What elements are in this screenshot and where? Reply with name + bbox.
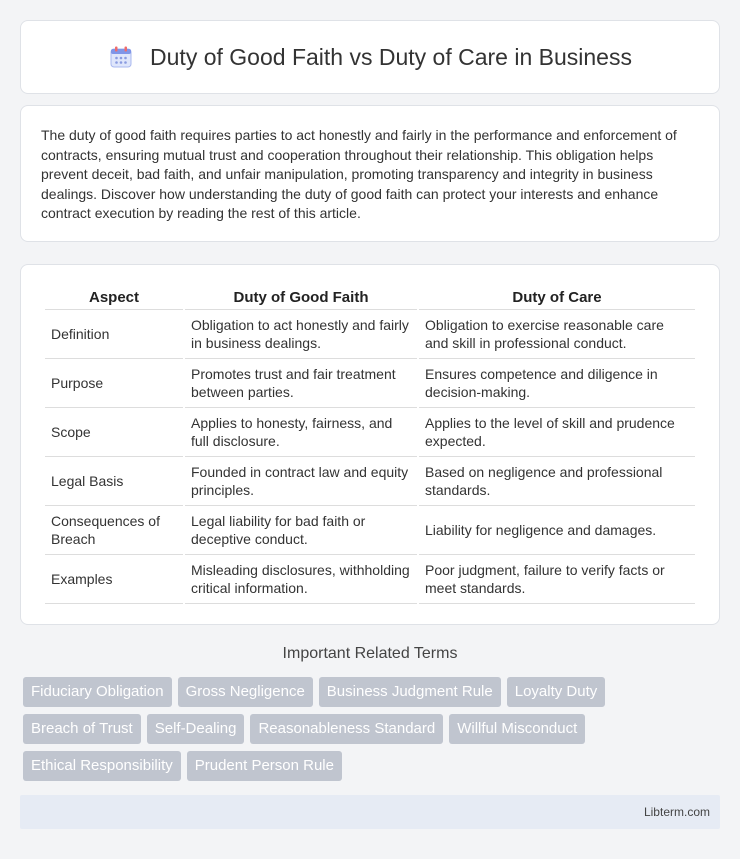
cell-care: Liability for negligence and damages. (419, 506, 695, 555)
table-row (45, 359, 695, 408)
cell-aspect: Consequences of Breach (45, 506, 183, 555)
related-term-tag[interactable]: Reasonableness Standard (250, 714, 443, 744)
cell-care: Applies to the level of skill and prudence expected. (419, 408, 695, 457)
table-row (45, 555, 695, 604)
related-term-tag[interactable]: Business Judgment Rule (319, 677, 501, 707)
table-row (45, 457, 695, 506)
table-row (45, 506, 695, 555)
cell-aspect: Legal Basis (45, 457, 183, 506)
header-card (20, 20, 720, 94)
comparison-table (43, 287, 697, 604)
intro-card (20, 105, 720, 242)
cell-aspect: Examples (45, 555, 183, 604)
cell-care: Poor judgment, failure to verify facts or meet standards. (419, 555, 695, 604)
cell-care: Based on negligence and professional standards. (419, 457, 695, 506)
cell-good-faith: Applies to honesty, fairness, and full disclosure. (185, 408, 417, 457)
footer-site-link[interactable]: Libterm.com (643, 805, 710, 819)
cell-aspect: Definition (45, 310, 183, 359)
related-terms-title: Important Related Terms (282, 645, 458, 662)
related-term-tag[interactable]: Fiduciary Obligation (23, 677, 172, 707)
cell-good-faith: Obligation to act honestly and fairly in business dealings. (185, 310, 417, 359)
cell-good-faith: Founded in contract law and equity principles. (185, 457, 417, 506)
related-term-tag[interactable]: Prudent Person Rule (187, 751, 342, 781)
related-term-tag[interactable]: Self-Dealing (147, 714, 245, 744)
header-care: Duty of Care (419, 287, 695, 310)
related-term-tag[interactable]: Ethical Responsibility (23, 751, 181, 781)
related-term-tag[interactable]: Gross Negligence (178, 677, 313, 707)
footer (20, 795, 720, 829)
header-good-faith: Duty of Good Faith (185, 287, 417, 310)
related-term-tag[interactable]: Loyalty Duty (507, 677, 606, 707)
cell-good-faith: Legal liability for bad faith or deceptive conduct. (185, 506, 417, 555)
table-row (45, 310, 695, 359)
related-term-tag[interactable]: Breach of Trust (23, 714, 141, 744)
table-row (45, 408, 695, 457)
cell-care: Obligation to exercise reasonable care and skill in professional conduct. (419, 310, 695, 359)
cell-good-faith: Promotes trust and fair treatment between parties. (185, 359, 417, 408)
cell-care: Ensures competence and diligence in decision-making. (419, 359, 695, 408)
page-title: Duty of Good Faith vs Duty of Care in Business (150, 43, 632, 70)
cell-aspect: Purpose (45, 359, 183, 408)
title-wrap (108, 44, 632, 71)
calendar-icon (108, 44, 134, 70)
intro-text: The duty of good faith requires parties to act honestly and fairly in the performance and enforcement of contracts, ensuring mutual trust and cooperation throughout their relationship. This obligation helps prevent deceit, bad faith, and unfair manipulation, promoting transparency and integrity in business dealings. Discover how understanding the duty of good faith can protect your interests and enhance contract execution by reading the rest of this article. (41, 127, 677, 221)
cell-good-faith: Misleading disclosures, withholding critical information. (185, 555, 417, 604)
related-term-tag[interactable]: Willful Misconduct (449, 714, 585, 744)
header-aspect: Aspect (45, 287, 183, 310)
comparison-card (20, 264, 720, 625)
table-header-row (45, 287, 695, 310)
related-terms-list (23, 677, 683, 781)
cell-aspect: Scope (45, 408, 183, 457)
